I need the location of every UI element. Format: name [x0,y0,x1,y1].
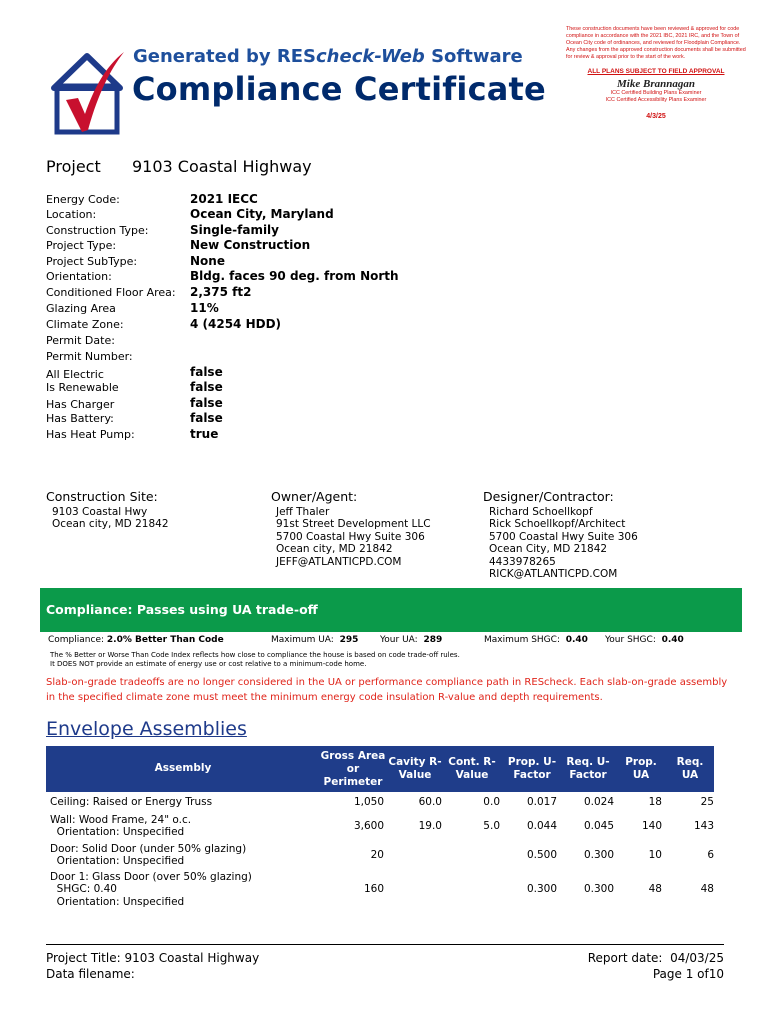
field-value: 2021 IECC [190,192,258,206]
field-value: false [190,396,223,410]
construction-site-heading: Construction Site: [46,489,158,504]
compliance-note: It DOES NOT provide an estimate of energy use or cost relative to a minimum-code home. [50,660,367,668]
field-label: Has Battery: [46,412,114,425]
prop-ua: 48 [648,883,662,895]
cavity-r: 60.0 [418,796,442,808]
rescheck-logo [48,48,126,136]
column-header: Req. UA [676,756,704,781]
field-label: Project Type: [46,239,117,252]
designer-contractor-address [489,506,638,580]
field-value: 4 (4254 HDD) [190,317,282,331]
cont-r: 0.0 [483,796,500,808]
assembly-line: Door: Solid Door (under 50% glazing) [50,843,247,855]
column-header: Assembly [154,762,212,774]
owner-agent-address [276,506,431,568]
prop-ua: 140 [641,820,662,832]
field-value: Single-family [190,223,279,237]
project-name: 9103 Coastal Highway [132,157,312,176]
project-label: Project [46,157,101,176]
gross-area: 160 [363,883,384,895]
field-value: Bldg. faces 90 deg. from North [190,269,399,283]
phone-line: 4433978265 [489,555,556,568]
field-value: None [190,254,225,268]
field-label: Energy Code: [46,193,120,206]
field-value: New Construction [190,238,311,252]
cavity-r: 19.0 [418,820,442,832]
assembly-line: Orientation: Unspecified [50,895,185,908]
field-value: false [190,411,223,425]
req-u: 0.024 [583,796,614,808]
field-label: Is Renewable [46,381,119,394]
address-line: Ocean city, MD 21842 [276,543,393,556]
column-header: Prop. U-Factor [507,756,557,781]
column-header: Cavity R-Value [388,756,442,781]
assembly-line: Wall: Wood Frame, 24" o.c. [50,814,192,826]
table-row-assembly [50,814,191,839]
assembly-line: Orientation: Unspecified [50,855,185,868]
field-label: Glazing Area [46,302,116,315]
address-line: Jeff Thaler [276,506,330,518]
req-u: 0.045 [583,820,614,832]
stamp-note: ALL PLANS SUBJECT TO FIELD APPROVAL [587,68,725,75]
prop-ua: 18 [648,796,662,808]
field-value: false [190,365,223,379]
prop-u: 0.300 [526,883,557,895]
address-line: 5700 Coastal Hwy Suite 306 [489,530,638,543]
column-header: Prop. UA [625,756,657,781]
compliance-status: Compliance: Passes using UA trade-off [46,602,318,617]
field-label: Climate Zone: [46,318,124,331]
your-shgc: Your SHGC: 0.40 [605,635,684,645]
prop-ua: 10 [648,849,662,861]
prop-u: 0.044 [526,820,557,832]
approval-stamp [566,26,746,120]
assembly-line: Door 1: Glass Door (over 50% glazing) [50,871,252,883]
field-label: Location: [46,208,97,221]
gross-area: 20 [370,849,384,861]
req-ua: 6 [707,849,714,861]
footer-page-number: Page 1 of10 [652,967,724,981]
your-ua: Your UA: 289 [380,635,443,645]
owner-agent-heading: Owner/Agent: [271,489,358,504]
field-label: All Electric [46,368,104,381]
footer-report-date: Report date: 04/03/25 [587,951,724,965]
stamp-text: These construction documents have been reviewed & approved for code compliance in accordance with the 2021 IBC, 2021 IRC, and the Town of Ocean City code of ordinances, and reviewed for Floodplain Compliance. Any changes from the approved construction documents shall be submitted for review & approval prior to the start of the work. [566,26,746,60]
prop-u: 0.500 [526,849,557,861]
address-line: Ocean City, MD 21842 [489,543,608,556]
address-line: Rick Schoellkopf/Architect [489,518,626,531]
field-label: Orientation: [46,270,112,283]
field-label: Permit Number: [46,350,133,363]
stamp-credential: ICC Certified Accessibility Plans Examiner [605,97,707,103]
field-label: Construction Type: [46,224,149,237]
table-row-assembly [50,871,252,908]
slab-warning: Slab-on-grade tradeoffs are no longer considered in the UA or performance compliance path in REScheck. Each slab-on-grade assembly in the specified climate zone must meet the minimum energy code insulation R-value and depth requirements. [46,677,728,703]
address-line: 5700 Coastal Hwy Suite 306 [276,530,425,543]
assembly-line: Orientation: Unspecified [50,826,185,839]
page-title: Compliance Certificate [132,70,546,108]
gross-area: 1,050 [353,796,384,808]
compliance-index: Compliance: 2.0% Better Than Code [48,635,224,645]
field-value: 2,375 ft2 [190,285,252,299]
construction-site-address [52,506,169,531]
req-u: 0.300 [583,849,614,861]
field-value: false [190,380,223,394]
field-value: true [190,427,219,441]
gross-area: 3,600 [353,820,384,832]
email-line: RICK@ATLANTICPD.COM [489,568,618,581]
address-line: 9103 Coastal Hwy [52,506,148,518]
req-ua: 25 [700,796,714,808]
generated-by-line: Generated by REScheck-Web Software [133,46,523,67]
table-row-assembly [50,796,212,808]
field-label: Conditioned Floor Area: [46,286,176,299]
max-ua: Maximum UA: 295 [271,635,359,645]
field-label: Permit Date: [46,334,115,347]
prop-u: 0.017 [526,796,557,808]
field-label: Has Heat Pump: [46,428,135,441]
footer-divider [46,944,724,945]
email-line: JEFF@ATLANTICPD.COM [276,555,402,568]
column-header: Req. U-Factor [566,756,610,781]
address-line: 91st Street Development LLC [276,518,431,531]
field-label: Has Charger [46,398,115,411]
compliance-note: The % Better or Worse Than Code Index reflects how close to compliance the house is based on code trade-off rules. [50,651,460,659]
max-shgc: Maximum SHGC: 0.40 [484,635,588,645]
stamp-date: 4/3/25 [646,113,666,120]
section-title: Envelope Assemblies [46,718,247,740]
assembly-line: SHGC: 0.40 [50,883,117,896]
field-value: Ocean City, Maryland [190,207,334,221]
field-value: 11% [190,301,219,315]
cont-r: 5.0 [483,820,500,832]
table-row-assembly [50,843,246,868]
footer-data-filename: Data filename: [46,967,135,981]
designer-contractor-heading: Designer/Contractor: [483,489,614,504]
column-header: Gross Area or Perimeter [320,750,386,788]
stamp-credential: ICC Certified Building Plans Examiner [610,90,702,96]
req-u: 0.300 [583,883,614,895]
req-ua: 48 [700,883,714,895]
assembly-line: Ceiling: Raised or Energy Truss [50,796,213,808]
footer-project-title: Project Title: 9103 Coastal Highway [46,951,260,965]
address-line: Richard Schoellkopf [489,506,593,518]
field-label: Project SubType: [46,255,138,268]
stamp-signature: Mike Brannagan [617,78,695,90]
table-header [46,746,714,792]
address-line: Ocean city, MD 21842 [52,518,169,531]
req-ua: 143 [693,820,714,832]
column-header: Cont. R-Value [448,756,496,781]
